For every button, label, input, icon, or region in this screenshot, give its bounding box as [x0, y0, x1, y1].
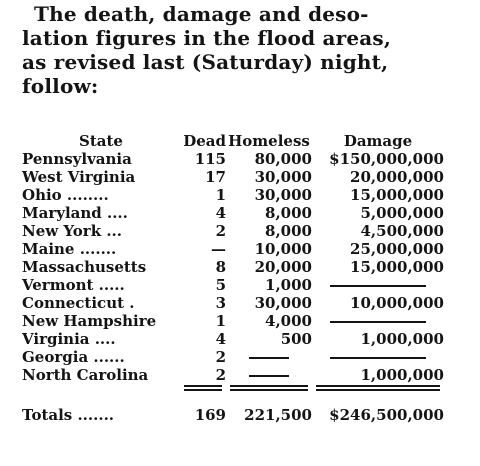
dead-cell: 4: [215, 330, 226, 348]
state-cell: New York ...: [22, 222, 122, 240]
damage-cell: 15,000,000: [350, 186, 444, 204]
table-row: [22, 222, 444, 240]
state-cell: Ohio ........: [22, 186, 109, 204]
intro-line: The death, damage and deso-: [34, 2, 369, 26]
homeless-cell: 8,000: [265, 204, 312, 222]
blank-rule: [330, 321, 426, 323]
state-cell: Massachusetts: [22, 258, 147, 276]
homeless-cell: 500: [280, 330, 312, 348]
dead-cell: 8: [215, 258, 226, 276]
homeless-cell: [226, 348, 312, 366]
header-homeless: Homeless: [228, 132, 310, 150]
homeless-cell: 4,000: [265, 312, 312, 330]
totals-homeless: 221,500: [244, 406, 312, 424]
dead-cell: 5: [215, 276, 226, 294]
homeless-cell: [226, 366, 312, 384]
totals-damage: $246,500,000: [329, 406, 444, 424]
state-cell: Connecticut .: [22, 294, 135, 312]
damage-cell: 4,500,000: [360, 222, 444, 240]
table-row: [22, 348, 444, 366]
homeless-cell: 8,000: [265, 222, 312, 240]
homeless-cell: 1,000: [265, 276, 312, 294]
state-cell: Vermont .....: [22, 276, 125, 294]
state-cell: Maryland ....: [22, 204, 128, 222]
dead-cell: —: [211, 240, 226, 258]
state-cell: Maine .......: [22, 240, 117, 258]
dead-cell: 2: [215, 348, 226, 366]
double-rule: [230, 385, 308, 391]
intro-line: follow:: [22, 74, 99, 98]
table-header-row: [22, 132, 444, 150]
state-cell: Georgia ......: [22, 348, 125, 366]
dead-cell: 17: [205, 168, 226, 186]
table-row: [22, 276, 444, 294]
table-row: [22, 240, 444, 258]
intro-paragraph: [22, 2, 472, 98]
damage-cell: $150,000,000: [329, 150, 444, 168]
dead-cell: 115: [194, 150, 226, 168]
table-row: [22, 258, 444, 276]
homeless-cell: 30,000: [254, 186, 312, 204]
totals-row: [22, 404, 444, 424]
state-cell: Virginia ....: [22, 330, 116, 348]
table-row: [22, 168, 444, 186]
table-row: [22, 294, 444, 312]
homeless-cell: 20,000: [254, 258, 312, 276]
totals-label: Totals .......: [22, 406, 115, 424]
homeless-cell: 10,000: [254, 240, 312, 258]
state-cell: West Virginia: [22, 168, 136, 186]
homeless-cell: 30,000: [254, 168, 312, 186]
dead-cell: 3: [215, 294, 226, 312]
damage-cell: 25,000,000: [350, 240, 444, 258]
damage-cell: 5,000,000: [360, 204, 444, 222]
dead-cell: 1: [215, 186, 226, 204]
state-cell: Pennsylvania: [22, 150, 132, 168]
blank-rule: [249, 357, 289, 359]
damage-cell: [312, 276, 444, 294]
damage-cell: [312, 348, 444, 366]
table-row: [22, 150, 444, 168]
blank-rule: [330, 357, 426, 359]
totals-rule-row: [22, 384, 444, 392]
damage-cell: 15,000,000: [350, 258, 444, 276]
intro-line: lation figures in the flood areas,: [22, 26, 392, 50]
homeless-cell: 80,000: [254, 150, 312, 168]
damage-cell: 1,000,000: [360, 366, 444, 384]
table-row: [22, 186, 444, 204]
damage-cell: 1,000,000: [360, 330, 444, 348]
damage-cell: 20,000,000: [350, 168, 444, 186]
table-row: [22, 204, 444, 222]
blank-rule: [330, 285, 426, 287]
dead-cell: 4: [215, 204, 226, 222]
damage-cell: [312, 312, 444, 330]
header-state: State: [79, 132, 123, 150]
blank-rule: [249, 375, 289, 377]
table-body: [22, 150, 444, 384]
homeless-cell: 30,000: [254, 294, 312, 312]
dead-cell: 1: [215, 312, 226, 330]
dead-cell: 2: [215, 366, 226, 384]
dead-cell: 2: [215, 222, 226, 240]
double-rule: [316, 385, 440, 391]
table-row: [22, 366, 444, 384]
header-dead: Dead: [183, 132, 226, 150]
totals-dead: 169: [194, 406, 226, 424]
state-cell: North Carolina: [22, 366, 149, 384]
state-cell: New Hampshire: [22, 312, 157, 330]
table-row: [22, 330, 444, 348]
intro-line: as revised last (Saturday) night,: [22, 50, 389, 74]
double-rule: [184, 385, 222, 391]
flood-figures-table: [22, 132, 444, 424]
table-row: [22, 312, 444, 330]
damage-cell: 10,000,000: [350, 294, 444, 312]
header-damage: Damage: [343, 132, 413, 150]
